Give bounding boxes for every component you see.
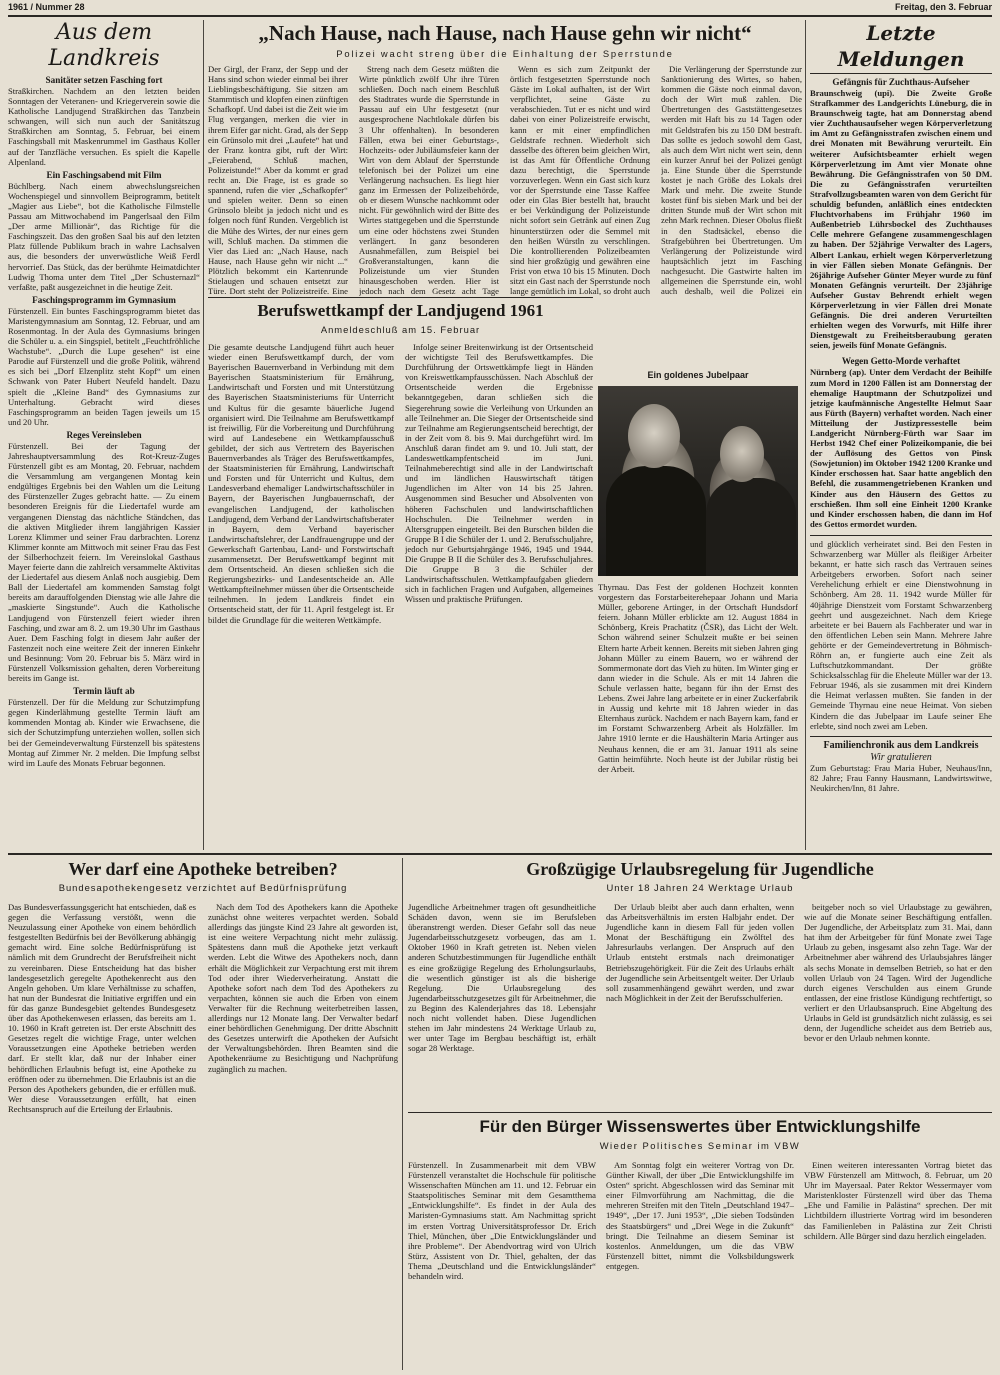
landkreis-section xyxy=(8,20,200,850)
buerger-headline: Für den Bürger Wissenswertes über Entwicklungshilfe xyxy=(479,1117,921,1136)
buerger-deck: Wieder Politisches Seminar im VBW xyxy=(599,1140,801,1151)
urlaub-article xyxy=(408,858,992,1108)
urlaub-col-2: Der Urlaub bleibt aber auch dann erhalten, wenn das Arbeitsverhältnis im ersten Halbjahr endet. Der Jugendliche kann in diesem Fall für jeden vollen Monat der Beschäftigung ein Zwölftel des Jahresurlaubs verlangen. Der Anspruch auf den Urlaub entsteht erstmals nach dreimonatiger Betriebszugehörigkeit. Für die Zeit des Urlaubs erhält der Jugendliche sein Arbeitsentgelt weiter. Der Urlaub soll zusammenhängend gewährt werden, und zwar nach Möglichkeit in der Zeit der Berufsschulferien. xyxy=(606,902,794,1003)
page-header xyxy=(8,2,992,16)
meldung-headline: Gefängnis für Zuchthaus-Aufseher xyxy=(832,77,970,87)
meldung-headline: Wegen Getto-Morde verhaftet xyxy=(841,356,961,367)
familie-text: Zum Geburtstag: Frau Maria Huber, Neuhaus/Inn, 82 Jahre; Frau Fanny Hausmann, Landwirtswitwe, Neukirchen/Inn, 81 Jahre. xyxy=(810,762,992,793)
item-text: Fürstenzell. Bei der Tagung der Jahreshauptversammlung des Rot-Kreuz-Zuges Fürstenzell gibt es am Montag, 20. Februar, nachdem die Versammlung am vergangenen Montag kein endgültiges Ergebnis bei den Wahlen um die Leitung des Fürstenzeller Zuges gebracht hatte. — Zu einem besonderen Ereignis für die Liedertafel wurde am vergangenen Dienstag das nächtliche Ständchen, das die aktiven Mitglieder ihrem langjährigen Kassier Lorenz Klimmer und seiner Frau darbrachten. Lorenz Klimmer konnte am Mittwoch mit seiner Frau das Fest der Silberhochzeit feiern. Im Vereinslokal Gasthaus Mayer feierte dann die zahlreich versammelte Aktivitas der Liedertafel aus diesem Anlaß noch ausgiebig. Dem Ball der Liedertafel am kommenden Samstag folgt bereits am darauffolgenden Dienstag wie alle Jahre die „maskierte Singstunde“. Auch die Katholische Landjugend von Fürstenzell feiert wieder ihren Fasching, und zwar am 8. 2. um 19.30 Uhr im Gasthaus Auer. Dem Fasching folgt in diesem Jahr außer der Fastenzeit noch eine weitere Zeit der inneren Einkehr und Besinnung: Vom 20. Februar bis 5. März wird in Fürstenzell Volksmission gehalten, deren Vorbereitung bereits im Gange ist. xyxy=(8,440,200,684)
column-divider xyxy=(402,858,403,1370)
header-rule xyxy=(8,15,992,17)
familie-subtitle: Wir gratulieren xyxy=(870,751,932,763)
beruf-deck: Anmeldeschluß am 15. Februar xyxy=(320,324,481,335)
urlaub-col-3: beitgeber noch so viel Urlaubstage zu gewähren, wie auf die Monate seiner Beschäftigung entfallen. Der Jugendliche, der Arbeitsplatz zum 31. Mai, dann hat ihm der Arbeitgeber für fünf Monate zwei Tage Urlaub zu geben, insgesamt also zehn Tage. War der Arbeitnehmer aber während des Urlaubsjahres länger als sechs Monate in demselben Betrieb, so hat er den vollen Urlaub von 24 Tagen. Wird der Jugendliche durch eigenes Verschulden aus einem Grunde entlassen, der eine fristlose Kündigung rechtfertigt, so verliert er den Urlaubsanspruch. Eine Abgeltung des Urlaubs in Geld ist grundsätzlich nicht zulässig, es sei denn, der Jugendliche scheidet aus dem Betrieb aus, bevor er den Urlaub nehmen konnte. xyxy=(804,902,992,1044)
column-divider xyxy=(203,20,204,850)
buerger-col-2: Am Sonntag folgt ein weiterer Vortrag von Dr. Günther Kiwall, der über „Die Entwicklungshilfe im Osten“ spricht. Abgeschlossen wird das Seminar mit einer Filmvorführung am Nachmittag, die die mehreren Streifen mit den Titeln „Deutschland 1947–1949“, „Der 17. Juni 1953“, „Die sieben Todsünden des Staatsbürgers“ und „Drei Wege in die Zukunft“ bringt. Die Teilnahme an diesem Seminar ist kostenlos. Anmeldungen, um die das VBW Fürstenzell bittet, nimmt die Volksbildungswerk entgegen. xyxy=(606,1160,794,1271)
item-headline: Reges Vereinsleben xyxy=(66,429,142,440)
beruf-headline: Berufswettkampf der Landjugend 1961 xyxy=(257,301,544,320)
main-col-1: Der Girgl, der Franz, der Sepp und der Hans sind schon wieder einmal bei ihrer Lieblingsbeschäftigung. Sie sitzen am Stammtisch und klopfen einen zünftigen Schafkopf. Und dabei ist die Zeit wie im Flug vergangen, merken die vier in ihrem Eifer gar nicht. Grad, als der Sepp ein Grünsolo mit drei „Laufete“ hat und der Franz kontra gibt, ruft der Wirt: „Feierabend, Schluß machen, Polizeistunde!“ Aber da kommt er grad recht an. Die Frage, ist es grade so spannend, rufen die vier „Schafkopfer“ und spielen weiter. Denn so einen Grünsolo bleibt ja jedoch nicht und es folgen noch fünf Runden. Vergeblich ist die Mühe des Wirtes, der nur eines gern will, Schluß machen. Da stimmen die Vier das Lied an: „Nach Hause, nach Hause, nach Hause gehn wir nicht ...“ Plötzlich bekommt ein Kartenrunde Stielaugen und schauen entsetzt zur Türe. Dort steht der Polizeistreife. Eine xyxy=(208,64,348,296)
header-right: Freitag, den 3. Februar xyxy=(894,2,992,12)
meldungen-title: Letzte Meldungen xyxy=(837,21,965,71)
familie-headline: Familienchronik aus dem Landkreis xyxy=(823,739,979,751)
photo-block xyxy=(598,370,798,848)
item-headline: Faschingsprogramm im Gymnasium xyxy=(32,294,176,305)
item-text: Straßkirchen. Nachdem an den letzten beiden Sonntagen der Veteranen- und Kriegerverein sowie die Katholische Landjugend Straßkirchen das Tanzbein schwangen, will sich nun auch der Sanitätszug Straßkirchen am Sonntag, 5. Februar, bei einem Faschingsball mit Maskenrummel im Gasthaus Koller auf der Tanzfläche versuchen. Es spielt die Kapelle Alpenland. xyxy=(8,86,200,167)
meldung-text: Braunschweig (upi). Die Zweite Große Strafkammer des Landgerichts Lüneburg, die in Braunschweig tagte, hat am Donnerstag abend vier Zuchthausaufseher wegen Körperverletzung im Amt zu Gefängnisstrafen zwischen einem und drei Monaten mit Bewährung verurteilt. Ein weiterer Aufsichtsbeamter erhielt wegen Körperverletzung im Amt vier Monate ohne Bewährung. Die Gefängnisstrafen von 50 DM. Die zu Gefängnisstrafen verurteilten Strafvollzugsbeamten waren von dem Gericht für schuldig befunden, anläßlich eines entdeckten Fluchtvorhabens im Frühjahr 1960 im Außenbetrieb Lührsbockel des Zuchthauses Celle mehrere Gefangene zusammengeschlagen zu haben. Der 52jährige Verwalter des Lagers, Albert Lankau, erhielt wegen Körperverletzung in vier Fällen sieben Monate Gefängnis. Der 26jährige Aufseher Günter Meyer wurde zu fünf Monaten Gefängnis verurteilt. Der 23jährige Aufseher Gustav Behrendt erhielt wegen Körperverletzung in vier Fällen drei Monate Gefängnis. Die drei anderen Verurteilten erhielten wegen des Vorwurfs, mit Hilfe ihrer Dienstgewalt zu Freiheitsberaubung geraten seien, jeweils fünf Monate Gefängnis. xyxy=(810,88,992,351)
apotheke-col-1: Das Bundesverfassungsgericht hat entschieden, daß es gegen die Verfassung verstößt, wenn die Neuzulassung einer Apotheke von einem behördlich festgestellten Bedürfnis bei der Bevölkerung abhängig gemacht wird. Eine solche Bedürfnisprüfung ist nämlich mit dem Grundrecht der Berufsfreiheit nicht zu vereinbaren. Diese Entscheidung hat das bisher landesgesetzlich geregelte Apothekenrecht aus den Angeln gehoben. Um klare Verhältnisse zu schaffen, hat nun der Bundesrat die Initiative ergriffen und ein für das ganze Bundesgebiet geltendes Bundesgesetz über das Apothekenwesen erlassen, das bereits am 1. 10. 1960 in Kraft getreten ist. Der erste Abschnitt des Gesetzes regelt die wichtige Frage, unter welchen Voraussetzungen eine Apotheke betrieben werden darf. Er stellt klar, daß nur der Inhaber einer behördlichen Erlaubnis befugt ist, eine Apotheke zu eröffnen oder zu übernehmen. Die Erlaubnis ist an die Person des Apothekers gebunden, die er erfüllen muß. Wer diese Voraussetzungen erfüllt, hat einen Rechtsanspruch auf die Erteilung der Erlaubnis. xyxy=(8,902,196,1114)
section-rule xyxy=(8,853,992,855)
main-headline: „Nach Hause, nach Hause, nach Hause gehn wir nicht“ xyxy=(258,21,752,45)
main-deck: Polizei wacht streng über die Einhaltung der Sperrstunde xyxy=(336,48,674,59)
section-rule xyxy=(408,1112,992,1113)
main-col-4: Die Verlängerung der Sperrstunde zur Sanktionierung des Wirtes, so haben, kommen die Gäste noch einmal davon, doch der Wirt muß zahlen. Die Übertretungen des Gaststättengesetzes werden mit Haft bis zu 14 Tagen oder mit Geldstrafen bis zu 150 DM bestraft. Das sollte es jedoch sowohl dem Gast, als auch dem Wirt nicht wert sein, denn ein kurzer Anruf bei der Polizei genügt ja. Eine Stunde über die Sperrstunde kostet je nach Größe des Lokals drei Mark und mehr. Die zweite Stunde kostet fünf bis sieben Mark und bei der dritten Stunde muß der Wirt schon mit zehn Mark rechnen. Dieser Obolus fließt in den Stadtsäckel, ebenso die Strafgebühren bei Übertretungen. Um Verlängerung der Polizeistunde wird hauptsächlich jetzt im Fasching nachgesucht. Die Gastwirte halten im allgemeinen die Sperrstunde ein, wohl auch deshalb, weil die Polizei ein xyxy=(661,64,802,296)
buerger-article xyxy=(408,1116,992,1370)
buerger-col-1: Fürstenzell. In Zusammenarbeit mit dem VBW Fürstenzell veranstaltet die Hochschule für politische Wissenschaften München am 11. und 12. Februar ein Staatspolitisches Seminar mit dem Gesamtthema „Entwicklungshilfe“. Es findet in der Aula des Maristen-Gymnasiums statt. Am Nachmittag spricht im ersten Vortrag Universitätsprofessor Dr. Erich Thiel, München, über „Die Entwicklungsländer und ihre Probleme“. Der Abendvortrag wird von Ulrich Stürz, Assistent von Dr. Thiel, gehalten, der das Thema „Deutschland und die Entwicklungsländer“ behandeln wird. xyxy=(408,1160,596,1282)
item-text: Büchlberg. Nach einem abwechslungsreichen Wochenspiegel und sinnvollem Beiprogramm, betitelt „Magier aus Liebe“, bot die Katholische Filmstelle Passau am Mittwochabend im Pangerlsaal den Film „Der arme Millionär“, das Richtige für die Faschingszeit. Das den großen Saal bis auf den letzten Platz füllende Publikum brach in wahre Lachsalven aus, die besonders der unverwüstliche Weiß Ferdl hervorrief. Das Stück, das der berühmte Heimatdichter Ludwig Thoma unter dem Titel „Der Schusternazl“ verfaßte, paßt ausgezeichnet in die heutige Zeit. xyxy=(8,180,200,292)
landkreis-item xyxy=(8,295,200,427)
landkreis-item xyxy=(8,686,200,768)
item-text: Fürstenzell. Der für die Meldung zur Schutzimpfung gegen Kinderlähmung gestellte Termin läuft am kommenden Montag ab. Kinder wie Erwachsene, die sich der Schutzimpfung unterziehen wollen, sollen sich bei der Gemeindeverwaltung Fürstenzell bis spätestens Montag auf Zimmer Nr. 2 melden. Die Impfung selbst wird im Laufe des Monats Februar begonnen. xyxy=(8,697,200,768)
beruf-col-2: Infolge seiner Breitenwirkung ist der Ortsentscheid der wichtigste Teil des Berufswettkampfes. Die Durchführung der Ortswettkämpfe liegt in Händen von Kreiswettkampfausschüssen. Nach Abschluß der Ortsentscheide werden die Ergebnisse bekanntgegeben, daran schließen sich die Siegerehrung sowie die Verleihung von Urkunden an alle Teilnehmer an. Die Sieger der Ortsentscheide sind zur Teilnahme am Regierungsentscheid berechtigt, der in der Zeit vom 8. bis 9. Mai durchgeführt wird. Im Anschluß daran findet am 9. und 10. Juli statt, der Landeswettkampfentscheid im Juni. Teilnahmeberechtigt sind alle in der Landwirtschaft und im ländlichen Hauswirtschaft tätigen Jugendlichen im Alter von 14 bis 25 Jahren. Ausgenommen sind Besucher und Absolventen von höheren Fachschulen und landwirtschaftlichen Hochschulen. Die Teilnehmer werden in Altersgruppen eingeteilt. Bei den Burschen bilden die Gruppe B I die Schüler der 1. und 2. Berufsschuljahre, jedoch nur Geburtsjahrgänge 1946, 1945 und 1944. Die Gruppe B II die Schüler des 3. Berufsschuljahres. Die Gruppe B 3 die Schüler der Landwirtschaftsschulen. Wettkampfaufgaben gliedern sich in fachlichen Fragen und Aufgaben, allgemeines Wissen und praktische Prüfungen. xyxy=(405,342,593,605)
apotheke-col-2: Nach dem Tod des Apothekers kann die Apotheke zunächst ohne weiteres verpachtet werden. Sobald allerdings das jüngste Kind 23 Jahre alt geworden ist, ist eine weitere Verpachtung nicht mehr zulässig. Spätestens dann muß die Apotheke jetzt verkauft werden. Lebt die Witwe des Apothekers noch, dann erhält die Möglichkeit zur Verpachtung erst mit ihrem Tod oder ihrer Wiederverheiratung. Anstatt die Apotheke sofort nach dem Tod des Apothekers zu verpachten, können sie auch die Erben von einem Verwalter für die Rechnung weiterbetreiben lassen, allerdings nur 12 Monate lang. Der Verwalter bedarf einer behördlichen Genehmigung. Der dritte Abschnitt des Gesetzes unterwirft die Apotheken der Aufsicht der Verwaltungsbehörden. Ihren Beamten sind die Apothekenräume zu Besichtigung und Nachprüfung zugänglich zu machen. xyxy=(208,902,398,1074)
main-col-3: Wenn es sich zum Zeitpunkt der örtlich festgesetzten Sperrstunde noch Gäste im Lokal aufhalten, ist der Wirt verpflichtet, seine Gäste zu verabschieden. Tut er es nicht und wird dabei von einer Polizeistreife erwischt, kann er mit einer empfindlichen Geldstrafe rechnen. Wiederholt sich dasselbe des öfteren beim gleichen Wirt, ist das Amt für Öffentliche Ordnung dazu berechtigt, die Sperrstunde vorzuverlegen. Wenn ein Gast sich kurz vor der Sperrstunde eine Tasse Kaffee oder ein Glas Bier bestellt hat, braucht er bei Verkündigung der Polizeistunde nicht sofort sein Getränk auf einen Zug hinunterstürzen oder die Semmel mit den heißen Würstln zu verschlingen. Die kontrollierenden Polizeibeamten sind hier großzügig und gewähren eine Frist von etwa 10 bis 15 Minuten. Doch sitzt ein Gast nach der Sperrstunde noch lange gemütlich im Lokal, so droht auch xyxy=(510,64,650,296)
beruf-col-1: Die gesamte deutsche Landjugend führt auch heuer wieder einen Berufswettkampf durch, der vom Bayerischen Bauernverband in Verbindung mit dem Bayerischen Staatsministerium für Ernährung, Landwirtschaft und Forsten und mit Unterstützung des Bayerischen Staatsministeriums für Unterricht und Kultus für die gesamte bäuerliche Jugend organisiert wird. Die Teilnahme am Berufswettkampf ist freiwillig. Für die Vorbereitung und Durchführung wird auf Landesebene ein Wettkampfausschuß gebildet, der sich aus Vertretern des Bayerischen Bauernverbandes als Träger des Berufswettkampfes, der Staatsministerien für Ernährung, Landwirtschaft und Forsten und für Unterricht und Kultus, dem Landesverband ehemaliger Landwirtschaftsschüler in Bayern, der Bayerischen Jungbauernschaft, der evangelischen Landjugend, der katholischen Landjugend, dem Verband der Landwirtschaftsberater in Bayern, dem Verband bayerischer Landwirtschaftslehrer, der Landfrauengruppe und der Gewerkschaft Gartenbau, Land- und Forstwirtschaft zusammensetzt. Der Berufswettkampf beginnt mit dem Ortsentscheid. An diesen schließen sich die Regierungsbezirks- und Landesentscheide an. Alle Wettkampfteilnehmer müssen über die Ortsentscheide teilnehmen. In jedem Landkreis findet ein Ortsentscheid statt, der für 11. April festgelegt ist. Er bildet die Grundlage für die weiteren Wettkämpfe. xyxy=(208,342,394,625)
item-text: Fürstenzell. Ein buntes Faschingsprogramm bietet das Maristengymnasium am Sonntag, 12. Februar, und am Rosenmontag. In der Aula des Gymnasiums bringen die Schüler u. a. ein Singspiel, betitelt „Feuchtfröhliche Wachstube“. „Durch die Lupe gesehen“ ist eine Parodie auf Fürstenzell und die große Politik, während es sich bei „Dorf Elzenplitz steht Kopf“ um einen Schwank von Pater Hubert Neufeld handelt. Dazu spielt die „Kleine Band“ des Gymnasiums zur Unterhaltung. Gebracht wird dieses Faschingsprogramm an beiden Tagen jeweils um 15 und 20 Uhr. xyxy=(8,305,200,427)
urlaub-deck: Unter 18 Jahren 24 Werktage Urlaub xyxy=(606,882,794,893)
buerger-col-3: Einen weiteren interessanten Vortrag bietet das VBW Fürstenzell am Mittwoch, 8. Februar, um 20 Uhr im Mayersaal. Pater Rektor Wessermayer vom Maristenkloster Fürstenzell wird über das Thema „Ehe und Familie in Palästina“ sprechen. Der mit Lichtbildern illustrierte Vortrag wird im besonderen das Familienleben in Palästina zur Zeit Christi schildern. Alle Bürger sind dazu herzlich eingeladen. xyxy=(804,1160,992,1241)
apotheke-deck: Bundesapothekengesetz verzichtet auf Bedürfnisprüfung xyxy=(58,882,348,893)
beruf-article xyxy=(208,300,593,848)
urlaub-headline: Großzügige Urlaubsregelung für Jugendliche xyxy=(526,859,874,879)
landkreis-item xyxy=(8,430,200,683)
item-headline: Sanitäter setzen Fasching fort xyxy=(45,75,163,85)
urlaub-col-1: Jugendliche Arbeitnehmer tragen oft gesundheitliche Schäden davon, wenn sie im Berufsleben überanstrengt werden. Dieser Gefahr soll das neue Jugendarbeitsschutzgesetz vorbeugen, das am 1. Oktober 1960 in Kraft getreten ist. Neben vielen anderen Schutzbestimmungen für Jugendliche enthält es eine großzügige Regelung des Erholungsurlaubs, die wesentlich günstiger ist als die bisherige Regelung. Die Urlaubsregelung des Jugendarbeitsschutzgesetzes gilt für Arbeitnehmer, die zu Beginn des Kalenderjahres das 18. Lebensjahr noch nicht vollendet haben. Diese Jugendlichen stehen im Jahr mindestens 24 Werktage Urlaub zu, wer unter Tage im Bergbau beschäftigt ist, erhält sogar 28 Werktage. xyxy=(408,902,596,1054)
section-rule xyxy=(208,297,593,298)
column-divider xyxy=(805,20,806,850)
landkreis-item xyxy=(8,75,200,167)
meldung-text: Nürnberg (ap). Unter dem Verdacht der Beihilfe zum Mord in 1200 Fällen ist am Donnerstag der ehemalige Hauptmann der Schutzpolizei und jetzige kaufmännische Angestellte Helmut Saar aus Fürth (Bayern) verhaftet worden. Nach einer Mitteilung der Justizpressestelle beim Landgericht Nürnberg-Fürth war Saar im Herbst 1942 Chef einer Polizeikompanie, die bei der Auflösung des Gettos von Pinsk (Sowjetunion) im Oktober 1942 1200 Kranke und Kinder erschossen hat. Saar hatte angeblich den Befehl, die zusammengetriebenen Kranken und Kinder aus den Häusern des Gettos zu erschießen. Ihm soll eine Einheit 1200 Kranke und Kinder erschossen haben, die dann im Hof des Gettos ermordet wurden. xyxy=(810,367,992,529)
meldungen-section xyxy=(810,20,992,850)
photo-text: Thyrnau. Das Fest der goldenen Hochzeit konnten vorgestern das Forstarbeiterehepaar Johann und Maria Müller, geborene Artinger, in der Ortschaft Hundsdorf feiern. Johann Müller erblickte am 12. August 1884 in Schönberg, Kreis Prachatitz (ČSR), das Licht der Welt. Schon während seiner Schulzeit mußte er bei seinen Eltern harte Arbeit kennen. Bereits mit sieben Jahren ging Johann Müller zu einem Bauern, wo er während der Sommermonate dort das Vieh zu hüten. Im Winter ging er dann wieder in die Schule. Als er mit 14 Jahren die Schule verlassen hatte, begann für ihn der Ernst des Lebens. Zwei Jahre lang arbeitete er in einer Zuckerfabrik in Aussig und kehrte mit 18 Jahren wieder in das Elternhaus zurück. Nachdem er nach Bayern kam, fand er im Forstamt Schwarzenberg Arbeit als Holzfäller. Im Jahre 1910 lernte er die Haushälterin Maria Artinger aus Neuhaus kennen, die er am 31. Januar 1911 als seine Gattin heimführte. Noch heute ist der Jubilar rüstig bei der Arbeit. xyxy=(598,582,798,774)
landkreis-title: Aus dem Landkreis xyxy=(48,20,160,71)
photo-caption: Ein goldenes Jubelpaar xyxy=(647,370,749,380)
main-columns xyxy=(208,64,802,294)
jubelpaar-photo xyxy=(598,386,798,576)
jubelpaar-continuation: und glücklich verheiratet sind. Bei den Festen in Schwarzenberg war Müller als fleißiger Arbeiter bekannt, er hatte sich rasch das Vertrauen seines Arbeitgebers erworben. Sofort nach seiner Verehelichung erhielt er eine Dienstwohnung in Schönberg. Am 28. 11. 1942 wurde Müller für 40jährige Dienstzeit vom Forstamt Schwarzenberg geehrt und ausgezeichnet. Nach dem Kriege arbeitete er bei Bauern als Fachberater und war in den öffentlichen Leben sein Mann. Mehrere Jahre gehörte er der Gemeindevertretung in Böhmisch-Röhrn an, er fungierte auch eine Zeit als Luftschutzkommandant. Der größte Schicksalsschlag für die Eheleute Müller war der 13. Februar 1946, als sie zusammen mit drei Kindern die Heimat verlassen mußten. Sie fanden in der Gemeinde Thyrnau eine neue Heimat. Von sieben Kindern die das Jubelpaar im Laufe seiner Ehe erlebte, sind noch zwei am Leben. xyxy=(810,538,992,731)
header-left: 1961 / Nummer 28 xyxy=(8,2,85,12)
item-headline: Ein Faschingsabend mit Film xyxy=(46,169,162,180)
item-headline: Termin läuft ab xyxy=(73,686,135,697)
apotheke-article xyxy=(8,858,398,1370)
landkreis-item xyxy=(8,170,200,292)
apotheke-headline: Wer darf eine Apotheke betreiben? xyxy=(68,859,338,879)
main-col-2: Streng nach dem Gesetz müßten die Wirte pünktlich zwölf Uhr ihre Türen schließen. Doch nach einem Beschluß des Stadtrates wurde die Sperrstunde in Passau auf ein Uhr festgesetzt (nur ausgesprochene Nachtlokale dürfen bis 3 Uhr offenhalten). In besonderen Fällen, etwa bei einer Geburtstags-, Hochzeits- oder Jubiläumsfeier kann der Wirt von dem Ablauf der Sperrstunde telefonisch bei der Polizei um eine Verlängerung nachsuchen. Es liegt hier ganz im Ermessen der Polizeibehörde, ob er diesem Wunsche nachkommt oder nicht. Für gewöhnlich wird der Bitte des Wirtes stattgegeben und die Sperrstunde um eine oder höchstens zwei Stunden verlängert. In ganz besonderen Ausnahmefällen, zum Beispiel bei Großveranstaltungen, kann die Polizeistunde um vier Stunden hinausgeschoben werden. Hier ist jedoch nach dem Gesetz acht Tage xyxy=(359,64,499,296)
main-article xyxy=(208,20,802,295)
